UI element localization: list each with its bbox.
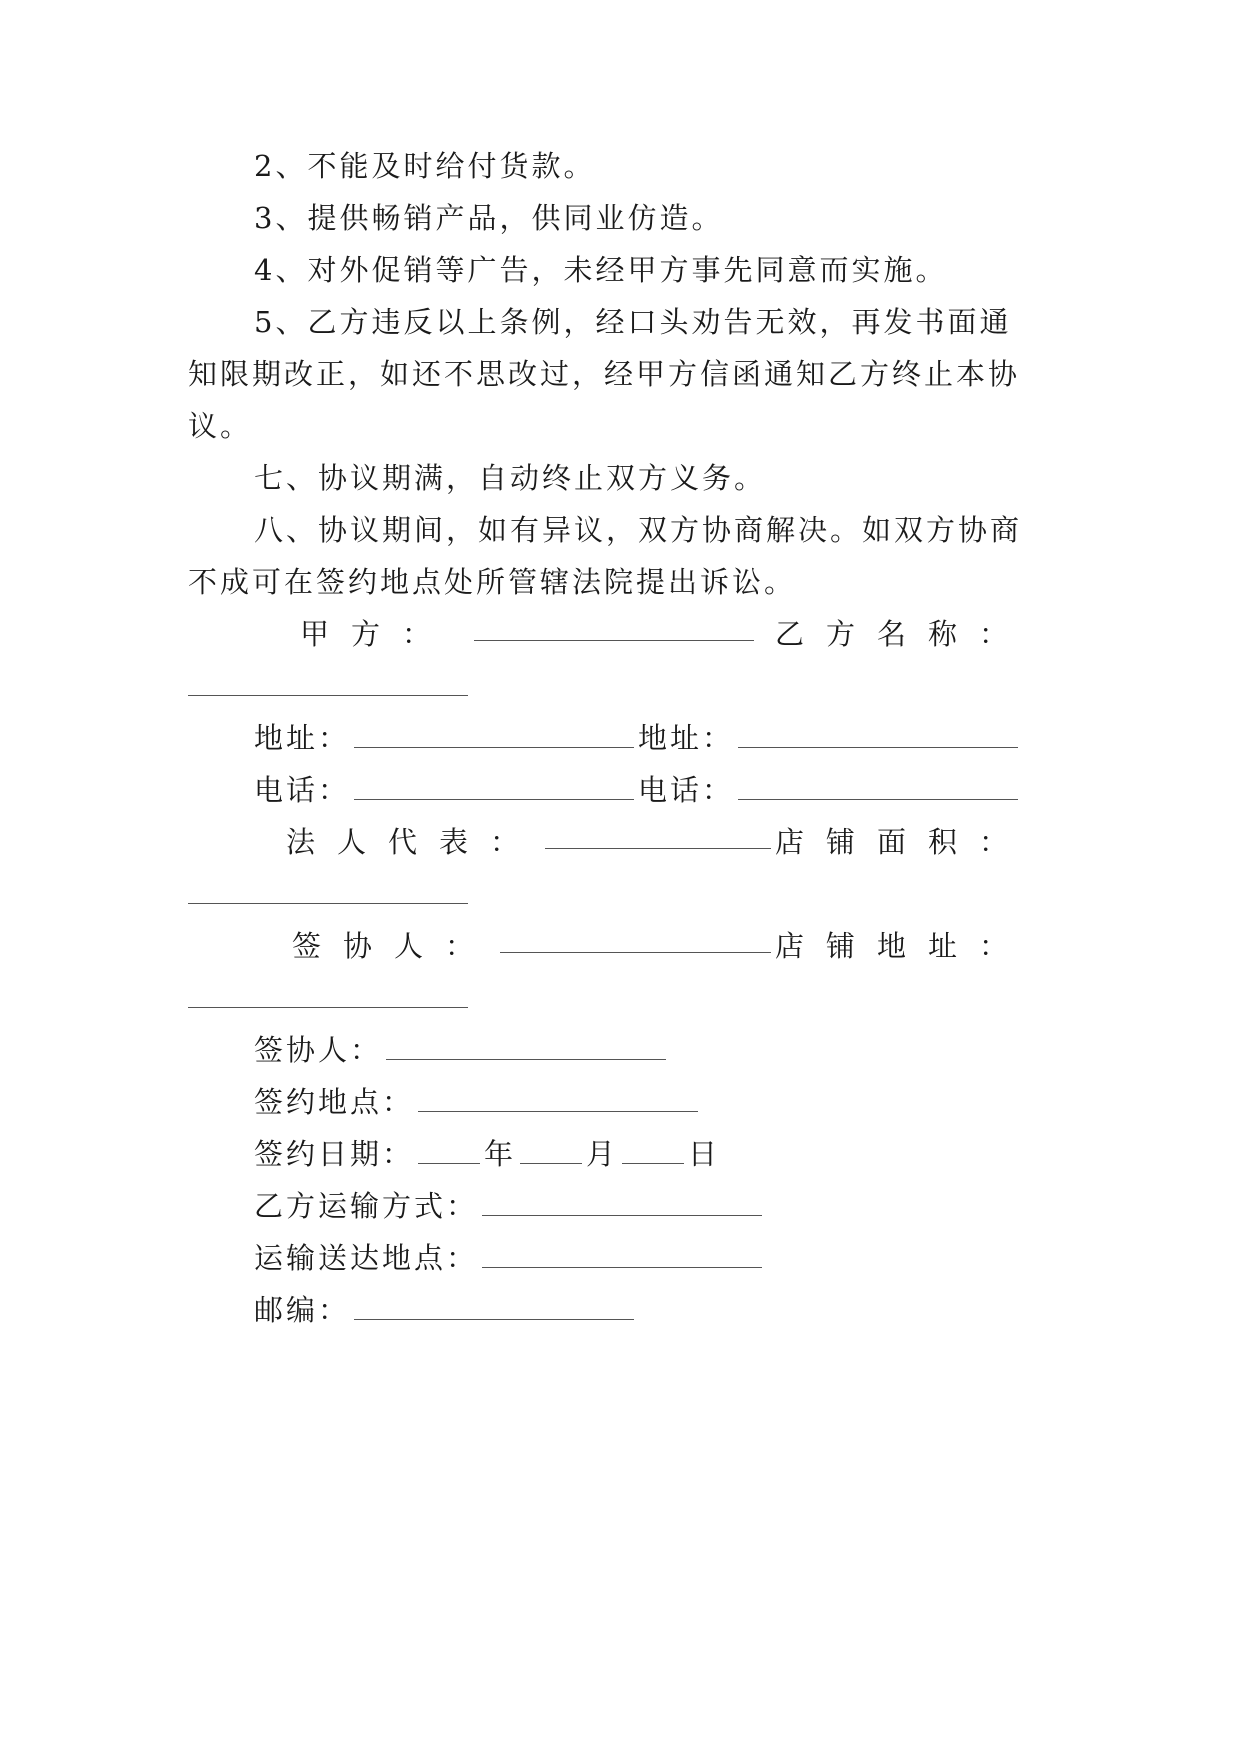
- address-blank-b: [738, 721, 1018, 748]
- clause-5-line-3: 议。: [188, 409, 253, 443]
- party-b-name-row: [188, 666, 468, 706]
- clause-5-line-1: 5、乙方违反以上条例，经口头劝告无效，再发书面通: [254, 305, 1012, 339]
- delivery-place-blank: [482, 1241, 762, 1268]
- transport-method-label: 乙方运输方式：: [254, 1189, 479, 1223]
- legal-rep-blank: [545, 822, 771, 849]
- phone-blank-a: [354, 773, 634, 800]
- party-a-blank: [474, 614, 754, 641]
- phone-row: [254, 770, 1022, 810]
- party-b-name-blank: [188, 669, 468, 696]
- cosigner-label: 签协人：: [292, 929, 497, 963]
- transport-method-blank: [482, 1189, 762, 1216]
- phone-blank-b: [738, 773, 1018, 800]
- month-label: 月: [586, 1137, 619, 1171]
- sign-place-blank: [418, 1085, 698, 1112]
- postcode-label: 邮编：: [254, 1293, 351, 1327]
- section-8-line-2: 不成可在签约地点处所管辖法院提出诉讼。: [188, 565, 797, 599]
- transport-method-row: [254, 1186, 766, 1226]
- sign-place-row: [254, 1082, 702, 1122]
- store-address-blank: [188, 981, 468, 1008]
- store-address-label: 店铺地址：: [774, 929, 1030, 963]
- year-blank: [418, 1137, 480, 1164]
- delivery-place-row: [254, 1238, 766, 1278]
- legal-rep-label: 法人代表：: [286, 825, 542, 859]
- day-label: 日: [688, 1137, 721, 1171]
- cosigner-row: [292, 926, 1030, 966]
- store-area-label: 店铺面积：: [774, 825, 1030, 859]
- store-area-row: [188, 874, 468, 914]
- legal-rep-row: [286, 822, 1030, 862]
- party-a-label: 甲方：: [300, 617, 454, 651]
- section-8-line-1: 八、协议期间，如有异议，双方协商解决。如双方协商: [254, 513, 1023, 547]
- cosigner-blank: [500, 926, 771, 953]
- store-address-row: [188, 978, 468, 1018]
- postcode-blank: [354, 1293, 634, 1320]
- party-row: [300, 614, 1030, 654]
- address-row: [254, 718, 1022, 758]
- party-b-name-label: 乙方名称：: [774, 617, 1030, 651]
- sign-date-label: 签约日期：: [254, 1137, 415, 1171]
- month-blank: [520, 1137, 582, 1164]
- sign-date-row: [254, 1134, 720, 1174]
- section-7: 七、协议期满，自动终止双方义务。: [254, 461, 767, 495]
- day-blank: [622, 1137, 684, 1164]
- postcode-row: [254, 1290, 638, 1330]
- clause-2: 2、不能及时给付货款。: [254, 149, 596, 183]
- store-area-blank: [188, 877, 468, 904]
- address-label-a: 地址：: [254, 721, 351, 755]
- sign-place-label: 签约地点：: [254, 1085, 415, 1119]
- address-blank-a: [354, 721, 634, 748]
- cosigner2-row: [254, 1030, 670, 1070]
- clause-5-line-2: 知限期改正，如还不思改过，经甲方信函通知乙方终止本协: [188, 357, 1021, 391]
- clause-4: 4、对外促销等广告，未经甲方事先同意而实施。: [254, 253, 948, 287]
- cosigner2-label: 签协人：: [254, 1033, 383, 1067]
- phone-label-a: 电话：: [254, 773, 351, 807]
- delivery-place-label: 运输送达地点：: [254, 1241, 479, 1275]
- cosigner2-blank: [386, 1033, 666, 1060]
- phone-label-b: 电话：: [638, 773, 735, 807]
- year-label: 年: [484, 1137, 517, 1171]
- clause-3: 3、提供畅销产品，供同业仿造。: [254, 201, 724, 235]
- address-label-b: 地址：: [638, 721, 735, 755]
